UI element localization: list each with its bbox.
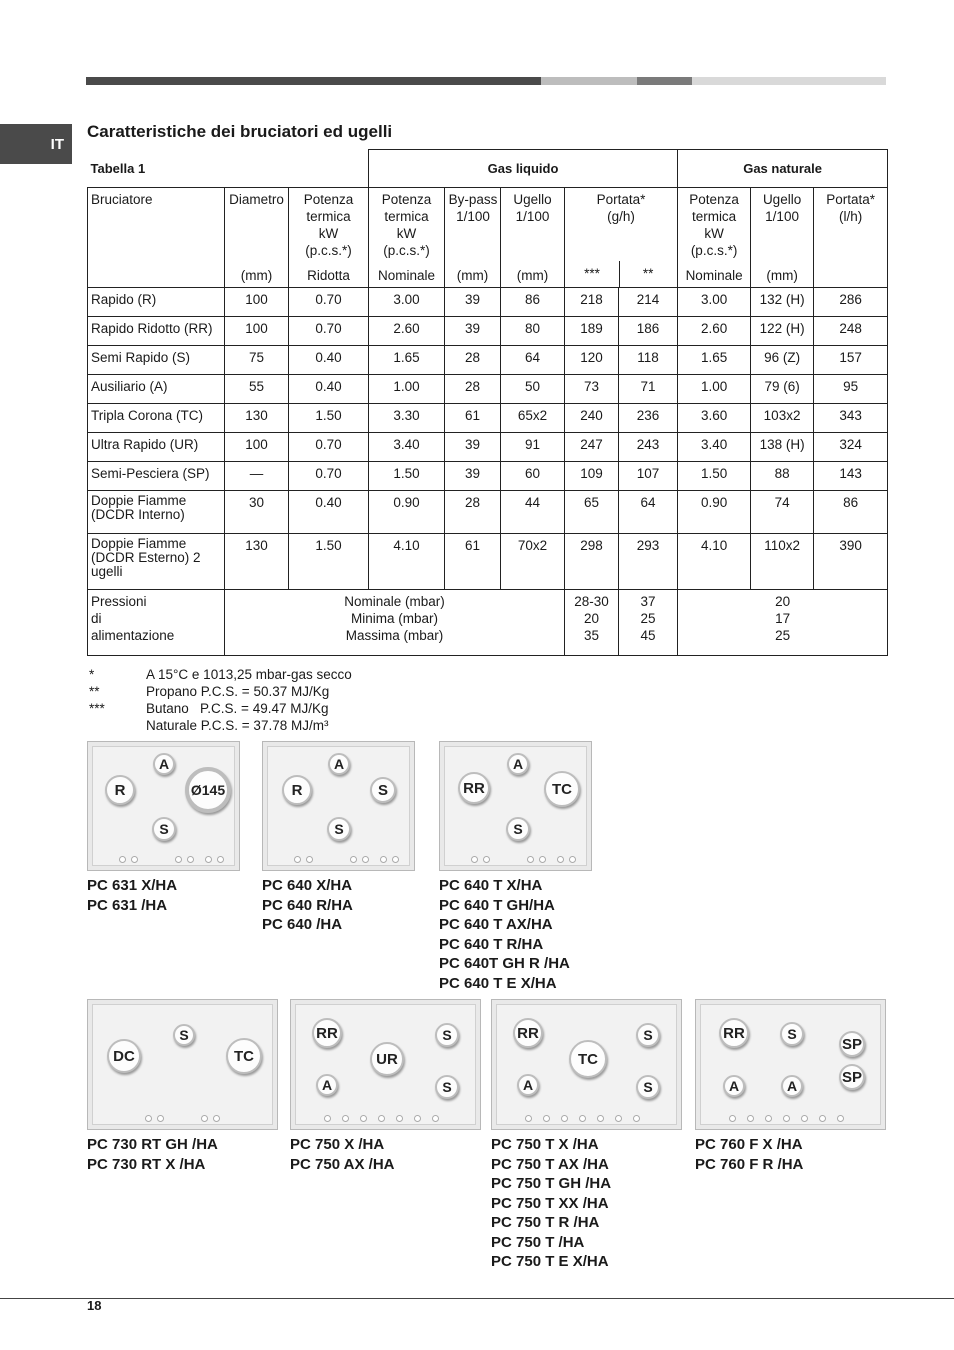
- footnote-text: Butano P.C.S. = 49.47 MJ/Kg: [146, 701, 329, 716]
- model-name: PC 640 X/HA: [262, 877, 353, 894]
- burner-label: S: [327, 817, 351, 841]
- group-header-ng: Gas naturale: [678, 150, 888, 188]
- knob-icon: [396, 1115, 403, 1122]
- cell-ng-nom: 3.40: [678, 433, 751, 462]
- cell-nozzle: 50: [501, 375, 565, 404]
- cell-ng-nom: 3.60: [678, 404, 751, 433]
- knob-icon: [131, 856, 138, 863]
- cell-ng-nom: 1.00: [678, 375, 751, 404]
- cell-nozzle: 65x2: [501, 404, 565, 433]
- col-flow-g: [565, 188, 678, 288]
- footnote-mark: *: [89, 667, 95, 682]
- knob-icon: [819, 1115, 826, 1122]
- cell-f2: 107: [619, 462, 678, 491]
- cell-ng-nom: 2.60: [678, 317, 751, 346]
- cell-f1: 65: [565, 491, 619, 534]
- cell-red: 1.50: [289, 404, 369, 433]
- footnote: [87, 666, 352, 683]
- model-name: PC 750 T X /HA: [491, 1136, 599, 1153]
- burner-name: Doppie Fiamme (DCDR Esterno) 2 ugelli: [88, 534, 225, 590]
- cell-nom: 3.40: [369, 433, 445, 462]
- knob-icon: [597, 1115, 604, 1122]
- knob-icon: [432, 1115, 439, 1122]
- col-ng-power-label: Potenza termica kW (p.c.s.*): [689, 192, 739, 258]
- knob-icon: [213, 1115, 220, 1122]
- col-burner-label: Bruciatore: [91, 192, 153, 207]
- col-ng-flow-label: Portata* (l/h): [826, 192, 875, 224]
- burner-label: SP: [839, 1031, 865, 1057]
- cell-ng-flow: 95: [814, 375, 888, 404]
- cell-nom: 0.90: [369, 491, 445, 534]
- pressure-maximum: Massima (mbar): [345, 628, 444, 643]
- col-bypass-unit: (mm): [456, 268, 489, 283]
- model-name: PC 760 F R /HA: [695, 1155, 804, 1173]
- page-number: 18: [87, 1298, 102, 1313]
- burner-name: Tripla Corona (TC): [88, 404, 225, 433]
- table-row: [88, 346, 888, 375]
- burner-label: S: [173, 1024, 195, 1046]
- burner-label: A: [781, 1075, 803, 1097]
- col-power-reduced: [289, 188, 369, 288]
- col-nozzle: [501, 188, 565, 288]
- model-name: PC 640 T GH/HA: [439, 896, 555, 914]
- cell-ng-nom: 4.10: [678, 534, 751, 590]
- pressure-value: 37: [640, 594, 656, 609]
- cell-bypass: 39: [445, 462, 501, 491]
- burner-label: TC: [569, 1040, 607, 1078]
- language-tab: [0, 124, 72, 164]
- burner-label: R: [105, 775, 135, 805]
- cell-red: 0.70: [289, 317, 369, 346]
- header-bar-segment: [637, 77, 692, 85]
- burner-label: SP: [839, 1064, 865, 1090]
- col-diameter-label: Diametro: [229, 192, 284, 207]
- knob-icon: [342, 1115, 349, 1122]
- knob-icon: [119, 856, 126, 863]
- cell-bypass: 39: [445, 317, 501, 346]
- burner-label: A: [517, 1074, 539, 1096]
- cell-f2: 243: [619, 433, 678, 462]
- cell-ng-noz: 122 (H): [751, 317, 814, 346]
- footnote-mark: **: [89, 684, 100, 699]
- cell-f2: 214: [619, 288, 678, 317]
- col-ng-nozzle-unit: (mm): [766, 268, 798, 283]
- pressure-label-line: alimentazione: [91, 628, 175, 643]
- cell-ng-noz: 79 (6): [751, 375, 814, 404]
- burner-label: RR: [312, 1018, 342, 1048]
- knob-icon: [783, 1115, 790, 1122]
- hob-diagram: [87, 741, 240, 871]
- model-name: PC 750 AX /HA: [290, 1155, 395, 1173]
- table-row: [88, 404, 888, 433]
- col-diameter-unit: (mm): [240, 268, 273, 283]
- cell-red: 1.50: [289, 534, 369, 590]
- cell-f1: 298: [565, 534, 619, 590]
- cell-ng-noz: 103x2: [751, 404, 814, 433]
- cell-f2: 118: [619, 346, 678, 375]
- pressure-types: [225, 590, 565, 656]
- col-ng-nozzle: [751, 188, 814, 288]
- footer-rule: [0, 1298, 954, 1299]
- cell-nom: 2.60: [369, 317, 445, 346]
- cell-nom: 1.65: [369, 346, 445, 375]
- burner-label: R: [282, 775, 312, 805]
- cell-ng-flow: 390: [814, 534, 888, 590]
- knob-icon: [157, 1115, 164, 1122]
- footnote-text: Naturale P.C.S. = 37.78 MJ/m³: [146, 718, 329, 733]
- cell-red: 0.70: [289, 462, 369, 491]
- burner-name: Rapido Ridotto (RR): [88, 317, 225, 346]
- model-list: [87, 1135, 218, 1174]
- pressure-value: 35: [584, 628, 600, 643]
- column-header-row: [88, 188, 888, 288]
- hob-diagram: [695, 999, 886, 1130]
- footnote: [87, 717, 352, 734]
- pressure-value: 20: [584, 611, 600, 626]
- burner-label: S: [636, 1023, 660, 1047]
- cell-diam: 55: [225, 375, 289, 404]
- knob-icon: [837, 1115, 844, 1122]
- model-name: PC 750 T R /HA: [491, 1214, 600, 1231]
- cell-nozzle: 91: [501, 433, 565, 462]
- burner-label: A: [328, 753, 350, 775]
- knob-icon: [187, 856, 194, 863]
- knob-icon: [765, 1115, 772, 1122]
- footnotes: [87, 666, 352, 734]
- cell-nozzle: 60: [501, 462, 565, 491]
- group-header-lpg: Gas liquido: [369, 150, 678, 188]
- header-bar-segment: [541, 77, 637, 85]
- cell-f1: 109: [565, 462, 619, 491]
- cell-f2: 71: [619, 375, 678, 404]
- pressure-natural-gas: [678, 590, 888, 656]
- footnote: [87, 700, 352, 717]
- cell-ng-nom: 3.00: [678, 288, 751, 317]
- knob-icon: [729, 1115, 736, 1122]
- model-name: PC 640T GH R /HA: [439, 955, 570, 972]
- cell-f1: 189: [565, 317, 619, 346]
- burner-name: Doppie Fiamme (DCDR Interno): [88, 491, 225, 534]
- cell-ng-noz: 110x2: [751, 534, 814, 590]
- model-name: PC 631 X/HA: [87, 877, 178, 894]
- cell-ng-flow: 324: [814, 433, 888, 462]
- pressure-value: 45: [640, 628, 656, 643]
- model-name: PC 640 /HA: [262, 916, 343, 933]
- cell-ng-flow: 286: [814, 288, 888, 317]
- header-bar-segment: [86, 77, 541, 85]
- footnote: [87, 683, 352, 700]
- pressure-value: 25: [775, 628, 791, 643]
- cell-diam: 75: [225, 346, 289, 375]
- model-list: [491, 1135, 611, 1272]
- cell-ng-flow: 157: [814, 346, 888, 375]
- model-name: PC 631 /HA: [87, 896, 168, 914]
- cell-diam: 100: [225, 288, 289, 317]
- model-list: [439, 876, 570, 993]
- table-label: Tabella 1: [88, 150, 369, 188]
- burner-name: Rapido (R): [88, 288, 225, 317]
- knob-icon: [615, 1115, 622, 1122]
- col-nozzle-label: Ugello 1/100: [513, 192, 552, 224]
- cell-ng-flow: 248: [814, 317, 888, 346]
- table-row: [88, 462, 888, 491]
- burner-name: Ausiliario (A): [88, 375, 225, 404]
- model-name: PC 640 T R/HA: [439, 935, 544, 953]
- col-ng-flow: [814, 188, 888, 288]
- cell-ng-noz: 96 (Z): [751, 346, 814, 375]
- cell-red: 0.70: [289, 433, 369, 462]
- cell-bypass: 28: [445, 491, 501, 534]
- model-name: PC 640 T X/HA: [439, 877, 543, 894]
- burner-name: Ultra Rapido (UR): [88, 433, 225, 462]
- burner-label: S: [435, 1023, 459, 1047]
- model-name: PC 750 T /HA: [491, 1233, 585, 1251]
- burner-label: RR: [458, 772, 490, 804]
- cell-ng-flow: 143: [814, 462, 888, 491]
- burner-label: RR: [513, 1018, 543, 1048]
- burner-label: A: [507, 753, 529, 775]
- cell-ng-noz: 88: [751, 462, 814, 491]
- pressure-label-line: di: [91, 611, 102, 626]
- model-name: PC 750 T GH /HA: [491, 1175, 612, 1192]
- model-name: PC 760 F X /HA: [695, 1136, 803, 1153]
- cell-red: 0.40: [289, 375, 369, 404]
- cell-f1: 247: [565, 433, 619, 462]
- col-nozzle-unit: (mm): [516, 268, 549, 283]
- col-ng-power-sub: Nominale: [685, 268, 743, 283]
- cell-ng-noz: 74: [751, 491, 814, 534]
- knob-icon: [561, 1115, 568, 1122]
- cell-bypass: 28: [445, 375, 501, 404]
- hob-diagram: [87, 999, 278, 1130]
- model-name: PC 750 T XX /HA: [491, 1194, 609, 1212]
- hob-diagram: [290, 999, 481, 1130]
- knob-icon: [801, 1115, 808, 1122]
- col-bypass-label: By-pass 1/100: [448, 192, 498, 224]
- cell-ng-nom: 1.50: [678, 462, 751, 491]
- table-row: [88, 534, 888, 590]
- knob-icon: [633, 1115, 640, 1122]
- footnote-mark: [87, 717, 146, 734]
- cell-nozzle: 80: [501, 317, 565, 346]
- knob-icon: [380, 856, 387, 863]
- cell-red: 0.40: [289, 491, 369, 534]
- burner-name: Semi Rapido (S): [88, 346, 225, 375]
- col-power-nominal-sub: Nominale: [378, 268, 436, 283]
- footnote-text: A 15°C e 1013,25 mbar-gas secco: [146, 667, 352, 682]
- burner-label: DC: [107, 1039, 141, 1073]
- col-power-nominal: [369, 188, 445, 288]
- cell-nom: 3.00: [369, 288, 445, 317]
- model-list: [87, 876, 177, 915]
- model-name: PC 750 X /HA: [290, 1136, 385, 1153]
- footnote-mark: ***: [89, 701, 105, 716]
- cell-f1: 218: [565, 288, 619, 317]
- burner-label: TC: [544, 771, 580, 807]
- knob-icon: [145, 1115, 152, 1122]
- cell-nozzle: 44: [501, 491, 565, 534]
- col-ng-power: [678, 188, 751, 288]
- knob-icon: [747, 1115, 754, 1122]
- model-name: PC 730 RT X /HA: [87, 1155, 206, 1173]
- knob-icon: [201, 1115, 208, 1122]
- model-name: PC 640 R/HA: [262, 896, 353, 914]
- cell-bypass: 39: [445, 433, 501, 462]
- knob-icon: [527, 856, 534, 863]
- col-burner: [88, 188, 225, 288]
- cell-nozzle: 70x2: [501, 534, 565, 590]
- knob-icon: [543, 1115, 550, 1122]
- cell-bypass: 28: [445, 346, 501, 375]
- knob-icon: [362, 856, 369, 863]
- cell-ng-noz: 138 (H): [751, 433, 814, 462]
- cell-red: 0.70: [289, 288, 369, 317]
- cell-bypass: 39: [445, 288, 501, 317]
- col-bypass: [445, 188, 501, 288]
- burner-label: UR: [370, 1042, 404, 1076]
- cell-nom: 4.10: [369, 534, 445, 590]
- model-name: PC 640 T E X/HA: [439, 974, 557, 992]
- burner-label: TC: [226, 1038, 262, 1074]
- cell-f1: 73: [565, 375, 619, 404]
- burner-label: S: [152, 817, 176, 841]
- cell-f2: 236: [619, 404, 678, 433]
- cell-diam: 130: [225, 534, 289, 590]
- knob-icon: [350, 856, 357, 863]
- burner-label: A: [316, 1074, 338, 1096]
- table-row: [88, 288, 888, 317]
- cell-nom: 1.00: [369, 375, 445, 404]
- table-row: [88, 491, 888, 534]
- pressure-label-line: Pressioni: [91, 594, 147, 609]
- knob-icon: [217, 856, 224, 863]
- cell-ng-noz: 132 (H): [751, 288, 814, 317]
- pressure-value: 17: [775, 611, 791, 626]
- burner-label: RR: [719, 1018, 749, 1048]
- knob-icon: [579, 1115, 586, 1122]
- burner-label: Ø145: [185, 767, 231, 813]
- cell-ng-flow: 343: [814, 404, 888, 433]
- cell-diam: —: [225, 462, 289, 491]
- table-row: [88, 375, 888, 404]
- knob-icon: [539, 856, 546, 863]
- col-diameter: [225, 188, 289, 288]
- pressure-minimum: Minima (mbar): [351, 611, 439, 626]
- pressure-value: 20: [775, 594, 791, 609]
- hob-diagram: [262, 741, 415, 871]
- knob-icon: [414, 1115, 421, 1122]
- knob-icon: [557, 856, 564, 863]
- hob-diagram: [491, 999, 682, 1130]
- pressure-butane: [565, 590, 619, 656]
- cell-f2: 186: [619, 317, 678, 346]
- cell-nom: 1.50: [369, 462, 445, 491]
- knob-icon: [471, 856, 478, 863]
- cell-diam: 30: [225, 491, 289, 534]
- cell-diam: 130: [225, 404, 289, 433]
- footnote-text: Propano P.C.S. = 50.37 MJ/Kg: [146, 684, 330, 699]
- burner-spec-table: [87, 149, 888, 656]
- cell-f2: 64: [619, 491, 678, 534]
- cell-ng-nom: 1.65: [678, 346, 751, 375]
- burner-label: S: [370, 777, 396, 803]
- table-row: [88, 433, 888, 462]
- cell-nozzle: 86: [501, 288, 565, 317]
- col-flow-propane-mark: **: [642, 266, 654, 281]
- col-power-reduced-sub: Ridotta: [307, 268, 350, 283]
- burner-label: S: [506, 817, 530, 841]
- knob-icon: [360, 1115, 367, 1122]
- header-bar: [86, 77, 886, 85]
- language-code: IT: [50, 135, 64, 153]
- knob-icon: [306, 856, 313, 863]
- burner-label: S: [780, 1022, 804, 1046]
- knob-icon: [392, 856, 399, 863]
- model-name: PC 730 RT GH /HA: [87, 1136, 218, 1153]
- hob-diagram: [439, 741, 592, 871]
- cell-ng-flow: 86: [814, 491, 888, 534]
- cell-bypass: 61: [445, 534, 501, 590]
- model-list: [290, 1135, 394, 1174]
- col-ng-nozzle-label: Ugello 1/100: [762, 192, 802, 224]
- knob-icon: [294, 856, 301, 863]
- knob-icon: [525, 1115, 532, 1122]
- cell-ng-nom: 0.90: [678, 491, 751, 534]
- pressure-row: [88, 590, 888, 656]
- model-name: PC 640 T AX/HA: [439, 916, 553, 933]
- burner-label: S: [636, 1075, 660, 1099]
- knob-icon: [483, 856, 490, 863]
- header-bar-segment: [692, 77, 886, 85]
- pressure-propane: [619, 590, 678, 656]
- cell-nom: 3.30: [369, 404, 445, 433]
- cell-diam: 100: [225, 433, 289, 462]
- model-list: [695, 1135, 803, 1174]
- knob-icon: [324, 1115, 331, 1122]
- burner-label: A: [723, 1075, 745, 1097]
- col-flow-g-label: Portata* (g/h): [596, 192, 646, 224]
- model-name: PC 750 T AX /HA: [491, 1155, 609, 1173]
- knob-icon: [378, 1115, 385, 1122]
- cell-diam: 100: [225, 317, 289, 346]
- cell-bypass: 61: [445, 404, 501, 433]
- col-flow-butane-mark: ***: [565, 261, 620, 287]
- burner-label: S: [435, 1075, 459, 1099]
- col-power-reduced-label: Potenza termica kW (p.c.s.*): [303, 192, 354, 258]
- cell-nozzle: 64: [501, 346, 565, 375]
- pressure-value: 25: [640, 611, 656, 626]
- pressure-value: 28-30: [574, 594, 609, 609]
- knob-icon: [175, 856, 182, 863]
- burner-label: A: [153, 753, 175, 775]
- col-power-nominal-label: Potenza termica kW (p.c.s.*): [381, 192, 432, 258]
- knob-icon: [205, 856, 212, 863]
- cell-red: 0.40: [289, 346, 369, 375]
- cell-f1: 120: [565, 346, 619, 375]
- model-name: PC 750 T E X/HA: [491, 1253, 609, 1270]
- cell-f2: 293: [619, 534, 678, 590]
- burner-name: Semi-Pesciera (SP): [88, 462, 225, 491]
- knob-icon: [569, 856, 576, 863]
- page-title: Caratteristiche dei bruciatori ed ugelli: [87, 122, 393, 141]
- table-row: [88, 317, 888, 346]
- pressure-nominal: Nominale (mbar): [344, 594, 445, 609]
- cell-f1: 240: [565, 404, 619, 433]
- model-list: [262, 876, 353, 935]
- pressure-label: [88, 590, 225, 656]
